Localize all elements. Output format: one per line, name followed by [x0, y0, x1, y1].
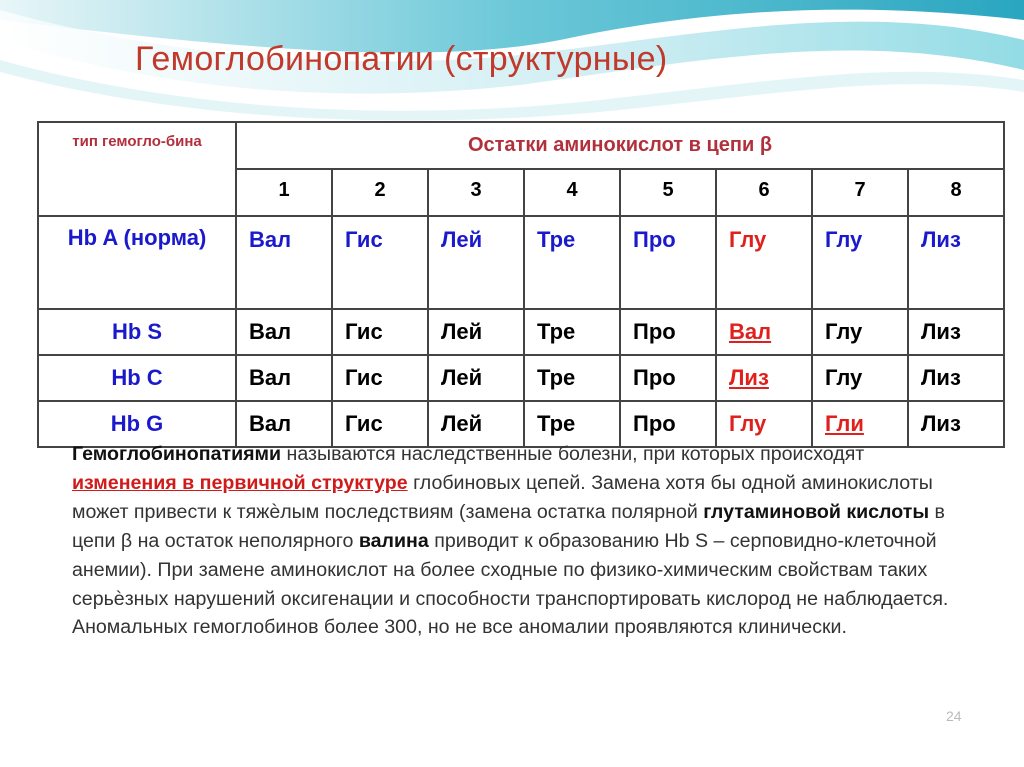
table-cell: Глу: [812, 309, 908, 355]
table-cell: Лиз: [908, 216, 1004, 309]
table-cell: Лиз: [908, 355, 1004, 401]
table-cell: Про: [620, 401, 716, 447]
table-cell: Вал: [236, 309, 332, 355]
table-cell: Тре: [524, 216, 620, 309]
table-cell: Тре: [524, 401, 620, 447]
table-row: [38, 309, 1004, 355]
table-cell: Про: [620, 216, 716, 309]
paragraph-text: в цепи β на остаток неполярного: [72, 500, 945, 552]
position-7: 7: [812, 169, 908, 216]
amino-acids-header: Остатки аминокислот в цепи β: [236, 122, 1004, 169]
highlight-text: изменения в первичной структуре: [72, 471, 408, 494]
position-6: 6: [716, 169, 812, 216]
table-cell: Лей: [428, 216, 524, 309]
table-cell: Про: [620, 355, 716, 401]
mutation-cell: Лиз: [716, 355, 812, 401]
table-cell: Глу: [716, 401, 812, 447]
table-cell: Лей: [428, 401, 524, 447]
term-bold: глутаминовой кислоты: [703, 500, 930, 523]
position-5: 5: [620, 169, 716, 216]
slide-title: Гемоглобинопатии (структурные): [135, 40, 668, 78]
mutation-cell: Гли: [812, 401, 908, 447]
table-cell: Вал: [236, 216, 332, 309]
table-cell: Гис: [332, 309, 428, 355]
position-1: 1: [236, 169, 332, 216]
position-2: 2: [332, 169, 428, 216]
position-3: 3: [428, 169, 524, 216]
table-cell: Гис: [332, 216, 428, 309]
paragraph-text: приводит к образованию Hb S – серповидно-клеточной анемии). При замене аминокислот на более сходные по физико-химическим свойствам таких серьѐзных нарушений оксигенации и способности транспортировать кислород не наблюдается. Аномальных гемоглобинов более 300, но не все аномалии проявляются клинически.: [72, 529, 949, 639]
table-cell: Лиз: [908, 401, 1004, 447]
table-cell: Лиз: [908, 309, 1004, 355]
table-cell: Лей: [428, 309, 524, 355]
paragraph-text: глобиновых цепей. Замена хотя бы одной аминокислоты может привести к тяжѐлым последствиям (замена остатка полярной: [72, 471, 933, 523]
amino-acid-table: [37, 121, 1005, 448]
type-header: тип гемогло-бина: [38, 122, 236, 216]
paragraph-text: называются наследственные болезни, при которых происходят: [281, 443, 865, 465]
table-row: [38, 216, 1004, 309]
term-bold: Гемоглобинопатиями: [72, 443, 282, 465]
table-cell: Тре: [524, 355, 620, 401]
row-name-hb-s: Hb S: [38, 309, 236, 355]
table-cell: Вал: [236, 355, 332, 401]
table-cell: Глу: [812, 216, 908, 309]
table-cell: Гис: [332, 355, 428, 401]
term-bold: валина: [358, 529, 429, 552]
mutation-cell: Вал: [716, 309, 812, 355]
row-name-hb-c: Hb C: [38, 355, 236, 401]
table-cell: Гис: [332, 401, 428, 447]
table-cell: Глу: [716, 216, 812, 309]
row-name-hb-g: Hb G: [38, 401, 236, 447]
row-name-hb-a: Hb A (норма): [38, 216, 236, 309]
table-cell: Про: [620, 309, 716, 355]
table-cell: Тре: [524, 309, 620, 355]
table-cell: Глу: [812, 355, 908, 401]
description-paragraph: [72, 440, 952, 642]
page-number: 24: [946, 708, 962, 724]
position-8: 8: [908, 169, 1004, 216]
position-4: 4: [524, 169, 620, 216]
table-row: [38, 355, 1004, 401]
table-cell: Лей: [428, 355, 524, 401]
table-cell: Вал: [236, 401, 332, 447]
